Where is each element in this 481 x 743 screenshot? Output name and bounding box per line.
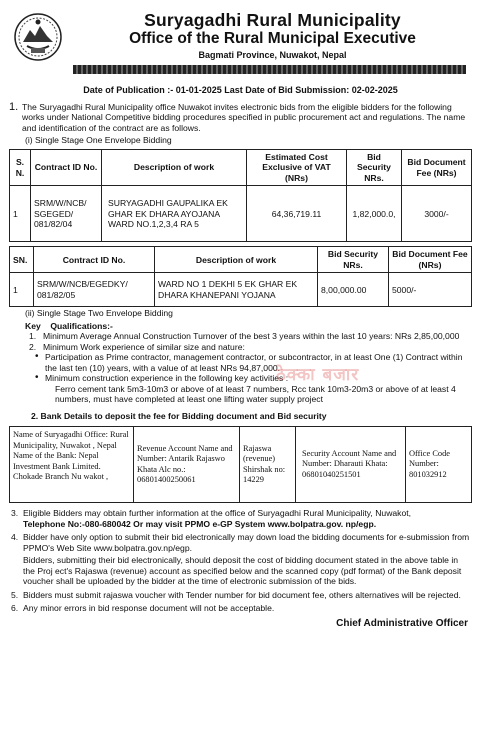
list-number: 1. bbox=[29, 331, 37, 342]
table-cell: 3000/- bbox=[402, 186, 472, 242]
table-header: Description of work bbox=[155, 247, 318, 273]
bullet-item: • Minimum construction experience in the following key activities : bbox=[9, 373, 472, 383]
list-text: Minimum Work experience of similar size and nature: bbox=[43, 341, 245, 352]
table-header: Description of work bbox=[102, 149, 247, 185]
table-header: Bid Document Fee (NRs) bbox=[402, 149, 472, 185]
table-header: Estimated Cost Exclusive of VAT (NRs) bbox=[247, 149, 347, 185]
table-cell: WARD NO 1 DEKHI 5 EK GHAR EK DHARA KHANEPANI YOJANA bbox=[155, 273, 318, 307]
note-text: Any minor errors in bid response document will not be acceptable. bbox=[23, 603, 275, 614]
note-text: Bidder have only option to submit their bid electronically may down load the bidding documents for e-submission from PPMO's Web Site www.bolpatra.gov.np/egp. bbox=[23, 532, 470, 553]
qualifications-label: Key Qualifications:- bbox=[25, 320, 113, 331]
table-header: Contract ID No. bbox=[34, 247, 155, 273]
list-number: 2. bbox=[29, 341, 37, 352]
contract-table-two bbox=[9, 246, 472, 307]
note-number: 4. bbox=[11, 532, 19, 543]
note-number: 3. bbox=[11, 508, 19, 519]
list-item bbox=[25, 342, 472, 352]
table-cell: SRM/W/NCB/ SGEGED/ 081/82/04 bbox=[31, 186, 102, 242]
bank-cell-office-code: Office Code Number: 801032912 bbox=[406, 427, 472, 503]
office-title: Office of the Rural Municipal Executive bbox=[129, 30, 416, 47]
table-row bbox=[10, 427, 472, 503]
list-item bbox=[25, 331, 472, 341]
decorative-rule bbox=[73, 65, 466, 74]
table-cell: 1,82,000.0, bbox=[347, 186, 402, 242]
bank-details-table bbox=[9, 426, 472, 503]
publication-dates: Date of Publication :- 01-01-2025 Last Date of Bid Submission: 02-02-2025 bbox=[83, 85, 398, 95]
contract-table-one bbox=[9, 149, 472, 242]
bank-details-title: 2. Bank Details to deposit the fee for Bidding document and Bid security bbox=[31, 410, 327, 421]
intro-text: The Suryagadhi Rural Municipality office Nuwakot invites electronic bids from the eligible bidders for the following works under National Competitive bidding procedures specified in public procurement act and regulations. The name and identification of the contract are as follows. bbox=[22, 101, 466, 133]
header bbox=[9, 8, 472, 83]
signature: Chief Administrative Officer bbox=[336, 617, 468, 629]
note-item bbox=[9, 508, 472, 529]
table-cell: SRM/W/NCB/EGEDKY/ 081/82/05 bbox=[34, 273, 155, 307]
table-cell: 8,00,000.00 bbox=[318, 273, 389, 307]
note-number: 5. bbox=[11, 589, 19, 600]
table-cell: 64,36,719.11 bbox=[247, 186, 347, 242]
bank-cell-rajaswa: Rajaswa (revenue) Shirshak no: 14229 bbox=[240, 427, 296, 503]
subhead-two-envelope: (ii) Single Stage Two Envelope Bidding bbox=[25, 308, 173, 319]
contact-line: Telephone No:-080-680042 Or may visit PPMO e-GP System www.bolpatra.gov. np/egp. bbox=[23, 518, 377, 529]
table-header: Contract ID No. bbox=[31, 149, 102, 185]
table-cell: 5000/- bbox=[389, 273, 472, 307]
table-row bbox=[10, 273, 472, 307]
table-cell: 1 bbox=[10, 273, 34, 307]
table-row bbox=[10, 186, 472, 242]
table-header: Bid Document Fee (NRs) bbox=[389, 247, 472, 273]
bank-cell-security-account: Security Account Name and Number: Dharauti Khata: 06801040251501 bbox=[296, 427, 406, 503]
note-item bbox=[9, 532, 472, 586]
note-item bbox=[9, 603, 472, 613]
bullet-item: • Participation as Prime contractor, management contractor, or subcontractor, in at least One (1) Contract within the last ten (10) years, with a value of at least NRs 94,87,000. bbox=[9, 352, 472, 373]
bank-cell-office: Name of Suryagadhi Office: Rural Municipality, Nuwakot , Nepal Name of the Bank: Nepal Investment Bank Limited. Chokade Branch Nu wakot , bbox=[10, 427, 134, 503]
key-activities: Ferro cement tank 5m3-10m3 or above of at least 7 numbers, Rcc tank 10m3-20m3 or above of at least 4 numbers, must have completed at least one lifting water supply project bbox=[55, 383, 456, 405]
intro-number: 1. bbox=[9, 100, 19, 113]
bank-cell-revenue-account: Revenue Account Name and Number: Antarik Rajaswo Khata Alc no.: 06801400250061 bbox=[134, 427, 240, 503]
address: Bagmati Province, Nuwakot, Nepal bbox=[198, 50, 347, 60]
nepal-emblem-icon bbox=[13, 12, 63, 62]
list-text: Minimum Average Annual Construction Turnover of the best 3 years within the last 10 years: NRs 2,85,00,000 bbox=[43, 331, 460, 342]
watermark: ठेक्का बजार bbox=[276, 365, 360, 385]
note-text-secondary: Bidders, submitting their bid electronically, should deposit the cost of bidding document stated in the above table in the Proj ect's Rajaswa (revenue) account as specified below and the scanned copy (pdf format) of the Bank deposit voucher shall be uploaded by the bidder at the time of electronic submission of the bids. bbox=[23, 555, 462, 587]
table-cell: 1 bbox=[10, 186, 31, 242]
table-cell: SURYAGADHI GAUPALIKA EK GHAR EK DHARA AYOJANA WARD NO.1,2,3,4 RA 5 bbox=[102, 186, 247, 242]
table-header: Bid Security NRs. bbox=[318, 247, 389, 273]
municipality-title: Suryagadhi Rural Municipality bbox=[144, 10, 401, 30]
note-item bbox=[9, 590, 472, 600]
table-header: S. N. bbox=[10, 149, 31, 185]
note-text: Bidders must submit rajaswa voucher with Tender number for bid document fee, others alternatives will be rejected. bbox=[23, 589, 461, 600]
table-header-row bbox=[10, 149, 472, 185]
note-text: Eligible Bidders may obtain further information at the office of Suryagadhi Rural Municipality, Nuwakot, bbox=[23, 508, 412, 519]
intro-paragraph bbox=[9, 102, 472, 133]
table-header: Bid Security NRs. bbox=[347, 149, 402, 185]
subhead-one-envelope: (i) Single Stage One Envelope Bidding bbox=[25, 135, 172, 146]
note-number: 6. bbox=[11, 603, 19, 614]
key-qualifications bbox=[9, 321, 472, 352]
table-header: SN. bbox=[10, 247, 34, 273]
table-header-row bbox=[10, 247, 472, 273]
